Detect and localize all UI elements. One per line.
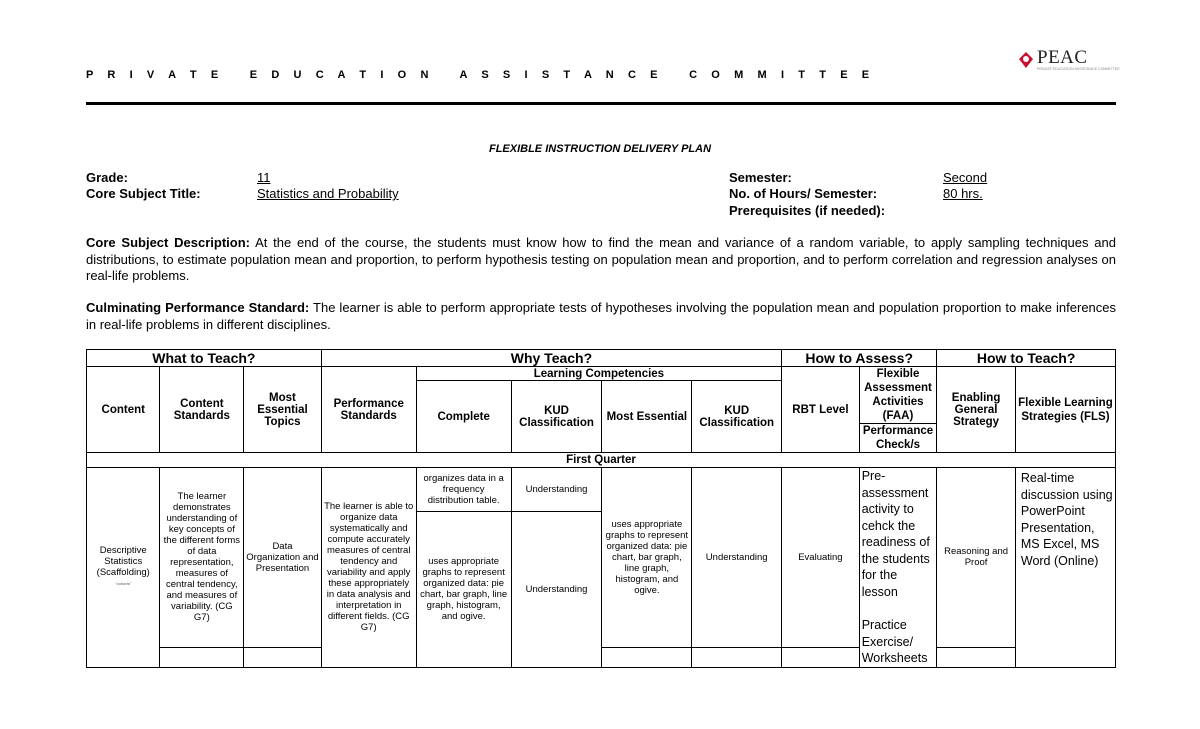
most-essential-topics-header: Most Essential Topics bbox=[244, 367, 322, 453]
empty-cell bbox=[937, 647, 1016, 667]
kud-cell-2: Understanding bbox=[511, 512, 602, 668]
description-text: At the end of the course, the students must know how to find the mean and variance of a random variable, to apply sampling techniques and distributions, to estimate population mean and proportion, to perform hypothesis testing on population mean and proportion, and to perform correlation and regression analyses on real-life problems. bbox=[86, 235, 1116, 283]
grade-value: 11 bbox=[257, 170, 271, 185]
egs-cell: Reasoning and Proof bbox=[937, 468, 1016, 648]
performance-standard-text: The learner is able to perform appropriate tests of hypotheses involving the population mean and population proportion to make inferences in real-life problems in different disciplines. bbox=[86, 300, 1117, 332]
content-standards-cell: The learner demonstrates understanding of key concepts of the different forms of data representation, measures of central tendency, and measures of variability. (CG G7) bbox=[160, 468, 244, 648]
semester-label: Semester: bbox=[729, 170, 792, 185]
enabling-general-strategy-header: Enabling General Strategy bbox=[937, 367, 1016, 453]
most-essential-header: Most Essential bbox=[602, 381, 692, 453]
how-to-teach-header: How to Teach? bbox=[937, 350, 1116, 367]
semester-value: Second bbox=[943, 170, 988, 185]
subject-label: Core Subject Title: bbox=[86, 186, 201, 201]
organization-name: P R I V A T E E D U C A T I O N A S S I S T A N C E C O M M I T T E E bbox=[86, 69, 875, 81]
hours-value: 80 hrs. bbox=[943, 186, 983, 201]
performance-standards-header: Performance Standards bbox=[321, 367, 416, 453]
empty-cell bbox=[160, 647, 244, 667]
subject-value: Statistics and Probability bbox=[257, 186, 399, 201]
what-to-teach-header: What to Teach? bbox=[87, 350, 322, 367]
peac-logo bbox=[1017, 47, 1120, 75]
empty-cell bbox=[244, 647, 322, 667]
header-divider bbox=[86, 102, 1116, 105]
culminating-performance-standard bbox=[86, 300, 1116, 333]
kud-classification-header-2: KUD Classification bbox=[692, 381, 782, 453]
column-header-row-1 bbox=[87, 367, 1116, 381]
kud-classification-header-1: KUD Classification bbox=[511, 381, 602, 453]
group-header-row bbox=[87, 350, 1116, 367]
peac-logo-icon bbox=[1017, 51, 1035, 69]
grade-label: Grade: bbox=[86, 170, 128, 185]
content-text: Descriptive Statistics (Scaffolding) bbox=[96, 545, 150, 579]
content-cell bbox=[87, 468, 160, 668]
faa-item-1: Pre-assessment activity to cehck the readiness of the students for the lesson bbox=[861, 469, 930, 599]
why-teach-header: Why Teach? bbox=[321, 350, 781, 367]
empty-cell bbox=[692, 647, 782, 667]
document-title: FLEXIBLE INSTRUCTION DELIVERY PLAN bbox=[488, 143, 712, 155]
complete-cell-2: uses appropriate graphs to represent organized data: pie chart, bar graph, line graph, histogram, and ogive. bbox=[416, 512, 511, 668]
empty-cell bbox=[602, 647, 692, 667]
complete-cell-1: organizes data in a frequency distribution table. bbox=[416, 468, 511, 512]
quarter-row bbox=[87, 453, 1116, 468]
fls-header: Flexible Learning Strategies (FLS) bbox=[1015, 367, 1115, 453]
faa-item-2: Practice Exercise/ Worksheets bbox=[861, 618, 928, 665]
faa-header: Flexible Assessment Activities (FAA) bbox=[859, 367, 937, 424]
content-standards-header: Content Standards bbox=[160, 367, 244, 453]
logo-text: PEAC bbox=[1037, 47, 1088, 68]
performance-standards-cell: The learner is able to organize data systematically and compute accurately measures of central tendency and variability and apply these appropriately in data analysis and interpretation in different fields. (CG G7) bbox=[321, 468, 416, 668]
logo-tagline: PRIVATE EDUCATION ASSISTANCE COMMITTEE bbox=[1037, 67, 1120, 71]
table-row bbox=[87, 647, 1116, 667]
learning-competencies-header: Learning Competencies bbox=[416, 367, 781, 381]
content-header: Content bbox=[87, 367, 160, 453]
topics-cell: Data Organization and Presentation bbox=[244, 468, 322, 648]
quarter-label: First Quarter bbox=[87, 453, 1116, 468]
hours-label: No. of Hours/ Semester: bbox=[729, 186, 878, 201]
faa-cell bbox=[859, 468, 937, 668]
prerequisites-label: Prerequisites (if needed): bbox=[729, 203, 886, 218]
description-label: Core Subject Description: bbox=[86, 235, 250, 250]
core-subject-description bbox=[86, 235, 1116, 285]
rbt-level-cell: Evaluating bbox=[782, 468, 860, 648]
kud-cell-1: Understanding bbox=[511, 468, 602, 512]
table-row bbox=[87, 468, 1116, 512]
fls-cell: Real-time discussion using PowerPoint Presentation, MS Excel, MS Word (Online) bbox=[1015, 468, 1115, 668]
rbt-level-header: RBT Level bbox=[782, 367, 860, 453]
most-essential-cell: uses appropriate graphs to represent organized data: pie chart, bar graph, line graph, histogram, and ogive. bbox=[602, 468, 692, 648]
kud-most-essential-cell: Understanding bbox=[692, 468, 782, 648]
performance-checks-header: Performance Check/s bbox=[859, 424, 937, 453]
how-to-assess-header: How to Assess? bbox=[782, 350, 937, 367]
performance-standard-label: Culminating Performance Standard: bbox=[86, 300, 310, 315]
content-note: "cohorts" bbox=[115, 581, 132, 587]
delivery-plan-table bbox=[86, 349, 1116, 668]
empty-cell bbox=[782, 647, 860, 667]
complete-header: Complete bbox=[416, 381, 511, 453]
